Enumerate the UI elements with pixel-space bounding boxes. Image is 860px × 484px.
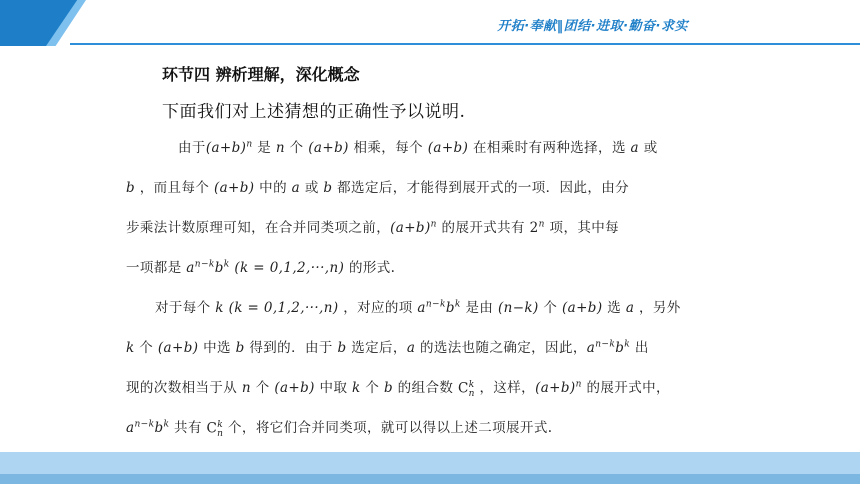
paragraph1-line4: 一项都是 $a^{n-k}b^k$ (k = 0,1,2,···,n) 的形式. [126,259,396,276]
combination-symbol: $C^k_n$ [457,379,475,399]
header-rule [70,43,860,45]
paragraph1-line3: 步乘法计数原理可知，在合并同类项之前，$(a+b)^n$ 的展开式共有 2$^n$ 项，其中每 [126,219,620,236]
paragraph1-line1: 由于$(a+b)^n$ 是 n 个 (a+b) 相乘，每个 (a+b) 在相乘时有两种选择，选 a 或 [178,139,658,156]
intro-sentence: 下面我们对上述猜想的正确性予以说明. [162,102,466,122]
footer-band [0,452,860,474]
footer-band-dark [0,474,860,484]
header-motto: 开拓·奉献‖团结·进取·勤奋·求实 [497,19,688,34]
paragraph2-line4: $a^{n-k}b^k$ 共有 $C^k_n$ 个，将它们合并同类项，就可以得以上述二项展开式. [126,419,553,439]
paragraph1-line2: b ，而且每个 (a+b) 中的 a 或 b 都选定后，才能得到展开式的一项．因此，由分 [126,180,630,196]
paragraph2-line2: k 个 (a+b) 中选 b 得到的．由于 b 选定后，a 的选法也随之确定，因此，$a^{n-k}b^k$ 出 [126,339,649,356]
section-title: 环节四 辨析理解，深化概念 [162,65,360,84]
paragraph2-line3: 现的次数相当于从 n 个 (a+b) 中取 k 个 b 的组合数 $C^k_n$ ，这样，$(a+b)^n$ 的展开式中， [126,379,670,399]
combination-symbol: $C^k_n$ [206,419,224,439]
header-bar [0,0,860,46]
paragraph2-line1: 对于每个 k (k = 0,1,2,···,n) ，对应的项 $a^{n-k}b^k$ 是由 (n−k) 个 (a+b) 选 a ，另外 [155,299,681,316]
